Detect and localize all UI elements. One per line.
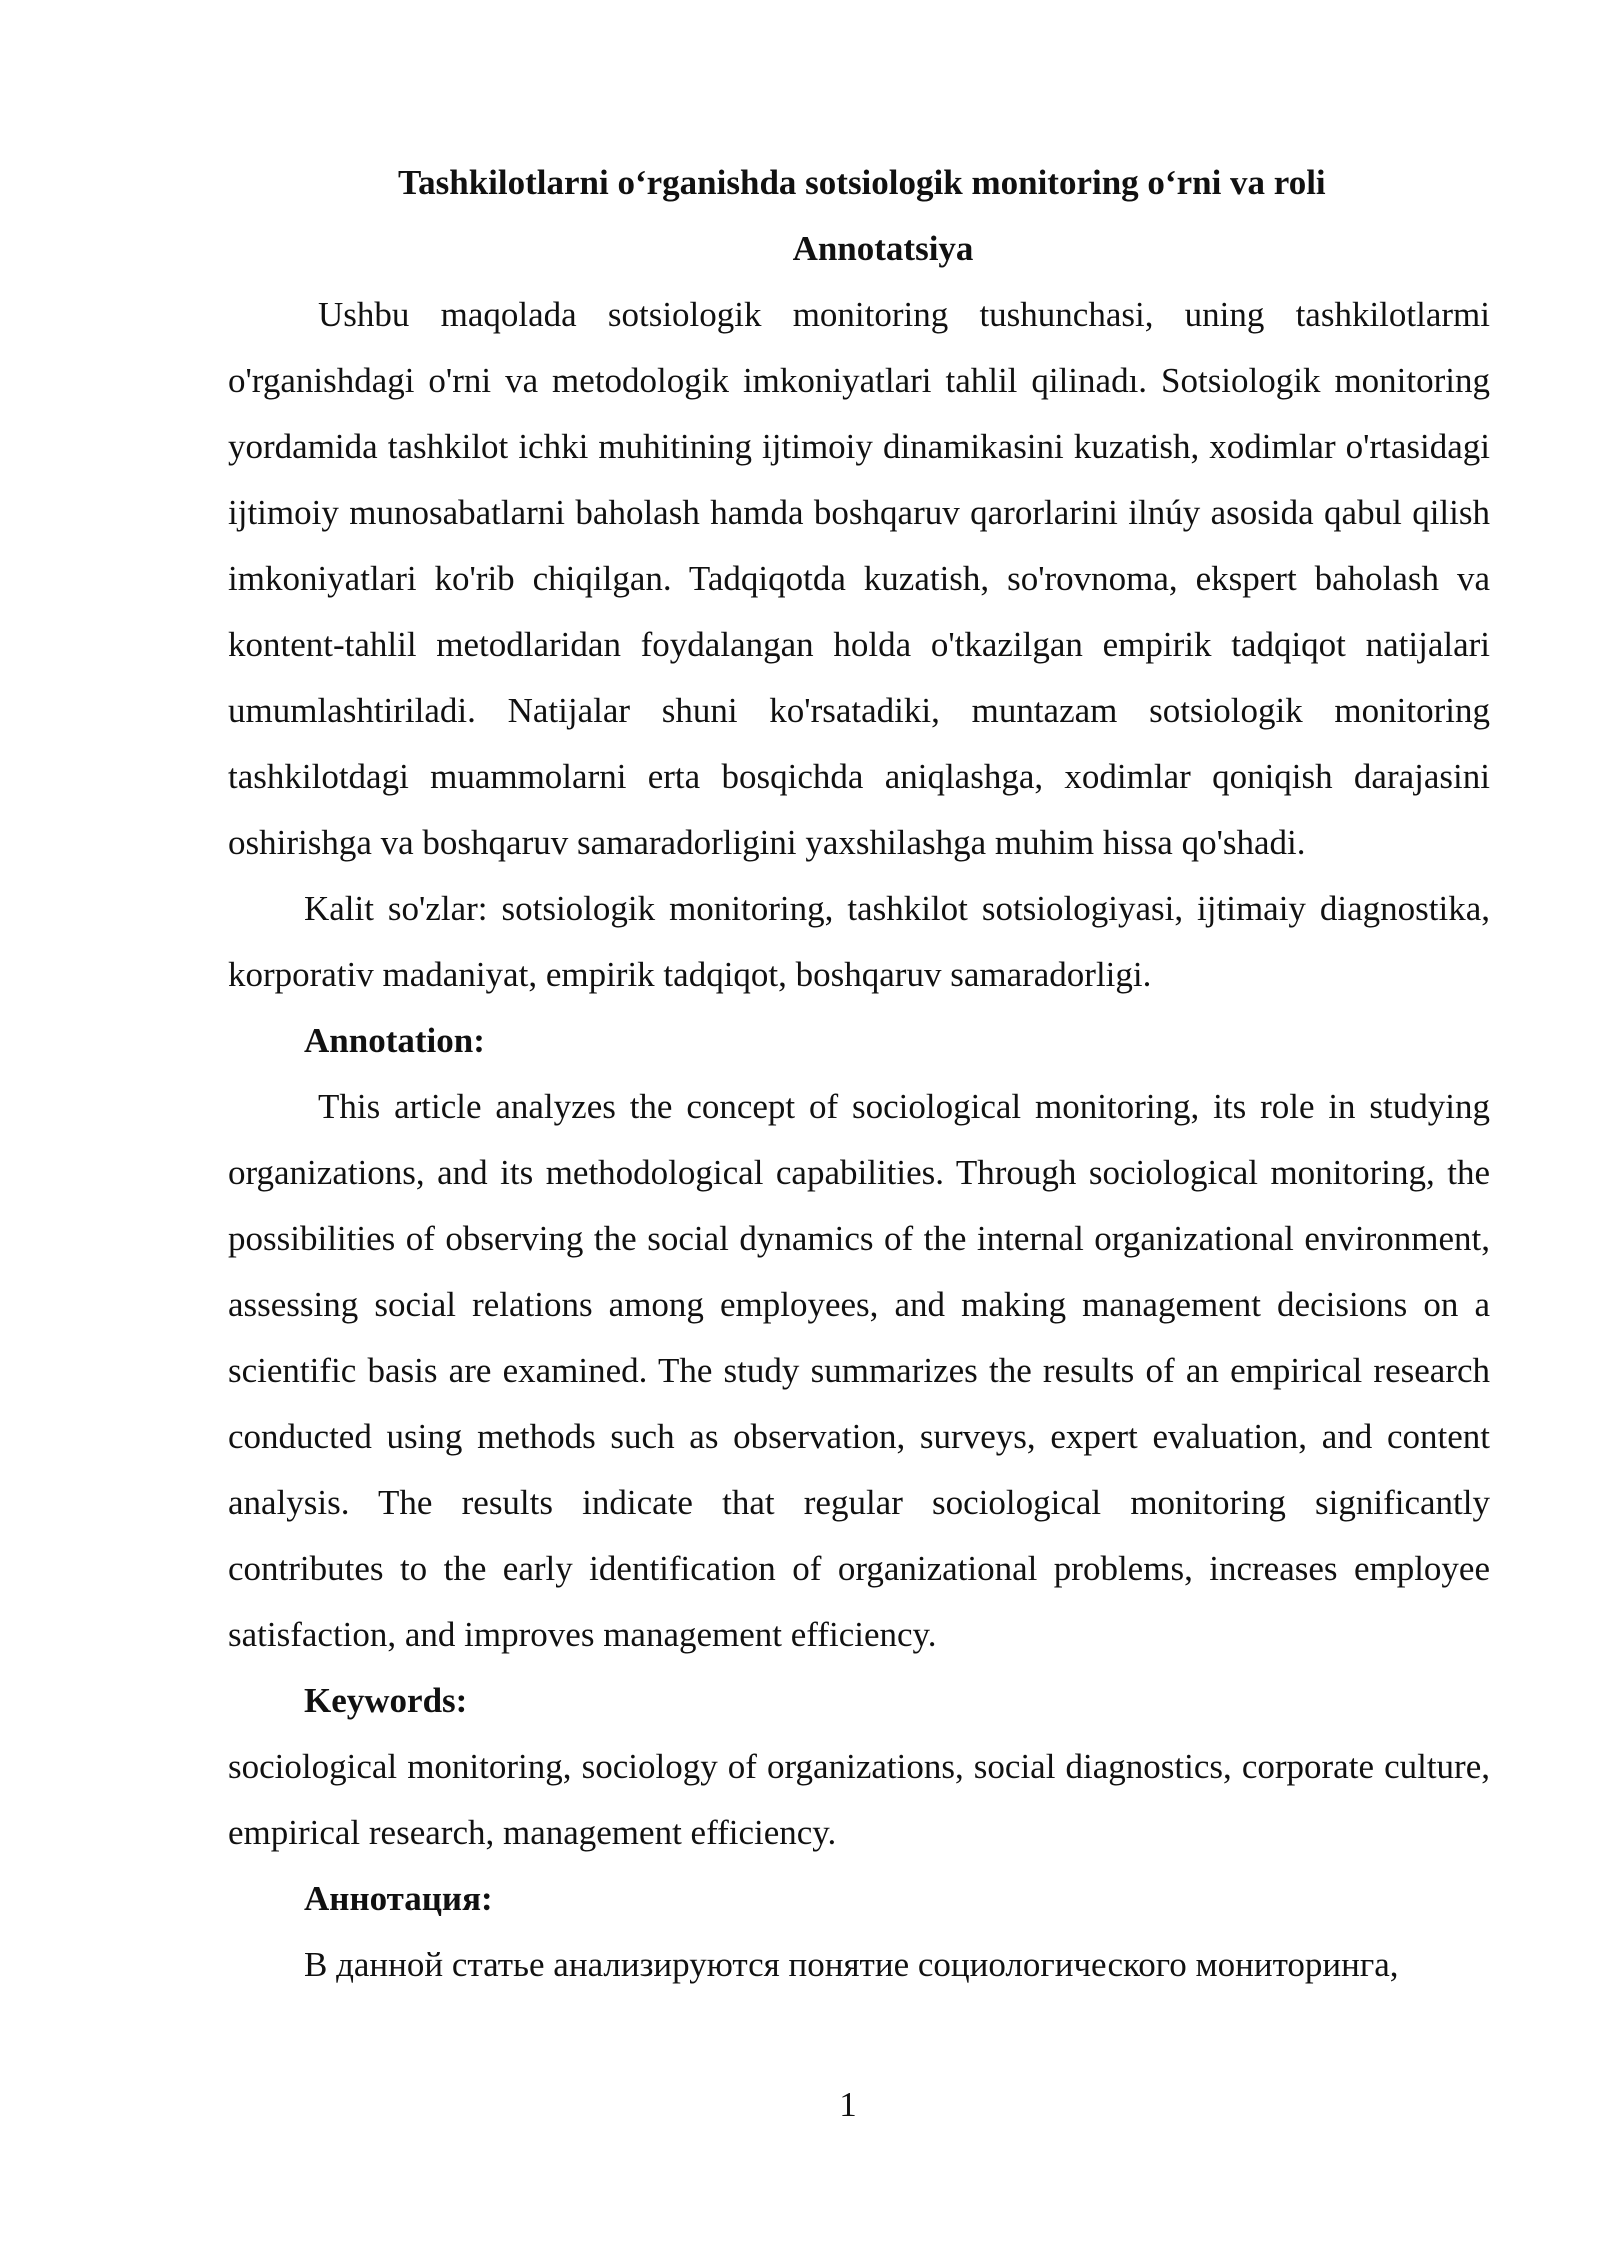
en-abstract: This article analyzes the concept of sociological monitoring, its role in studying organizations, and its methodological capabilities. Through sociological monitoring, the possibilities of observing the social dynamics of the internal organizational environment, assessing social relations among employees, and making management decisions on a scientific basis are examined. The study summarizes the results of an empirical research conducted using methods such as observation, surveys, expert evaluation, and content analysis. The results indicate that regular sociological monitoring significantly contributes to the early identification of organizational problems, increases employee satisfaction, and improves management efficiency. xyxy=(228,1087,1490,1654)
article-title: Tashkilotlarni o‘rganishda sotsiologik monitoring o‘rni va roli xyxy=(398,163,1326,202)
uz-abstract: Ushbu maqolada sotsiologik monitoring tushunchasi, uning tashkilotlarmi o'rganishdagi o'rni va metodologik imkoniyatlari tahlil qilinadı. Sotsiologik monitoring yordamida tashkilot ichki muhitining ijtimoiy dinamikasini kuzatish, xodimlar o'rtasidagi ijtimoiy munosabatlarni baholash hamda boshqaruv qarorlarini ilnúy asosida qabul qilish imkoniyatlari ko'rib chiqilgan. Tadqiqotda kuzatish, so'rovnoma, ekspert baholash va kontent-tahlil metodlaridan foydalangan holda o'tkazilgan empirik tadqiqot natijalari umumlashtiriladi. Natijalar shuni ko'rsatadiki, muntazam sotsiologik monitoring tashkilotdagi muammolarni erta bosqichda aniqlashga, xodimlar qoniqish darajasini oshirishga va boshqaruv samaradorligini yaxshilashga muhim hissa qo'shadi. xyxy=(228,295,1490,862)
en-keywords-heading: Keywords: xyxy=(304,1681,468,1720)
uz-annotation-heading: Annotatsiya xyxy=(792,229,974,268)
en-annotation-heading: Annotation: xyxy=(304,1021,485,1060)
ru-annotation-heading: Аннотация: xyxy=(304,1879,493,1918)
ru-abstract-start: В данной статье анализируются понятие социологического мониторинга, xyxy=(304,1945,1399,1984)
uz-keywords: Kalit so'zlar: sotsiologik monitoring, tashkilot sotsiologiyasi, ijtimaiy diagnostika, korporativ madaniyat, empirik tadqiqot, boshqaruv samaradorligi. xyxy=(228,889,1490,994)
document-page xyxy=(228,150,1490,1998)
en-keywords: sociological monitoring, sociology of organizations, social diagnostics, corporate culture, empirical research, management efficiency. xyxy=(228,1747,1490,1852)
page-number: 1 xyxy=(839,2085,857,2124)
